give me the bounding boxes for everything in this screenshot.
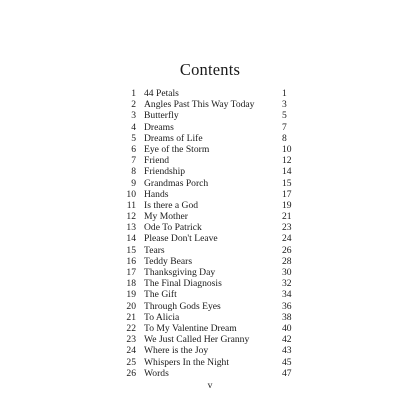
toc-entry-page: 24: [282, 233, 292, 245]
toc-entry-number: 7: [131, 155, 136, 167]
toc-entry-title: The Gift: [144, 289, 177, 301]
toc-entry: [114, 312, 304, 323]
toc-entry: [114, 110, 304, 121]
toc-entry-page: 42: [282, 334, 292, 346]
toc-entry-number: 18: [126, 278, 136, 290]
toc-entry-page: 15: [282, 177, 292, 189]
toc-entry-number: 9: [131, 177, 136, 189]
toc-entry: [114, 301, 304, 312]
toc-entry-page: 21: [282, 211, 292, 223]
toc-entry-page: 43: [282, 345, 292, 357]
toc-entry-title: 44 Petals: [144, 88, 179, 99]
toc-entry: [114, 357, 304, 368]
toc-entry-title: Through Gods Eyes: [144, 300, 221, 312]
page-title: Contents: [179, 60, 241, 79]
toc-entry-page: 12: [282, 155, 292, 167]
toc-entry: [114, 211, 304, 222]
toc-entry-number: 20: [126, 300, 136, 312]
toc-entry-number: 19: [126, 289, 136, 301]
toc-entry: [114, 88, 304, 99]
toc-entry: [114, 155, 304, 166]
toc-entry-page: 17: [282, 188, 292, 200]
toc-entry-title: Tears: [144, 244, 165, 256]
toc-entry: [114, 122, 304, 133]
toc-entry: [114, 256, 304, 267]
toc-entry-number: 2: [131, 99, 136, 111]
toc-entry-page: 3: [282, 99, 287, 111]
toc-entry-title: Hands: [144, 188, 169, 200]
toc-entry: [114, 200, 304, 211]
toc-entry-number: 5: [131, 132, 136, 144]
toc-entry-title: Friendship: [144, 166, 186, 178]
toc-entry-title: Ode To Patrick: [144, 222, 202, 234]
toc-entry-title: Teddy Bears: [144, 255, 193, 267]
toc-entry-page: 45: [282, 356, 292, 368]
toc-entry-number: 26: [126, 367, 136, 379]
toc-entry-title: Eye of the Storm: [144, 143, 210, 155]
toc-entry-title: Where is the Joy: [144, 345, 209, 357]
toc-entry-title: Thanksgiving Day: [144, 267, 216, 278]
toc-entry-number: 16: [126, 255, 136, 267]
table-of-contents: [114, 88, 304, 379]
toc-entry-title: Friend: [144, 155, 170, 167]
toc-entry: [114, 323, 304, 334]
toc-entry-number: 23: [126, 334, 136, 346]
toc-entry-page: 38: [282, 311, 292, 323]
toc-entry-page: 7: [282, 121, 287, 133]
toc-entry-title: Words: [144, 367, 169, 379]
toc-entry-number: 15: [126, 244, 136, 256]
toc-entry: [114, 368, 304, 379]
toc-entry-title: Whispers In the Night: [144, 356, 229, 368]
toc-entry-number: 13: [126, 222, 136, 234]
toc-entry-title: To Alicia: [144, 311, 180, 323]
toc-entry-page: 19: [282, 199, 292, 211]
toc-entry-number: 17: [126, 267, 136, 278]
toc-entry-number: 10: [126, 188, 136, 200]
toc-entry-title: Dreams: [144, 121, 174, 133]
toc-entry: [114, 334, 304, 345]
toc-entry-page: 8: [282, 132, 287, 144]
toc-entry-page: 30: [282, 267, 292, 278]
page-number: v: [207, 380, 213, 391]
toc-entry-number: 8: [131, 166, 136, 178]
toc-entry: [114, 345, 304, 356]
toc-entry-number: 24: [126, 345, 136, 357]
toc-entry-number: 22: [126, 322, 136, 334]
toc-entry: [114, 233, 304, 244]
toc-entry-page: 10: [282, 143, 292, 155]
toc-entry-page: 47: [282, 367, 292, 379]
toc-entry-page: 34: [282, 289, 292, 301]
toc-entry-title: Dreams of Life: [144, 132, 203, 144]
toc-entry-page: 32: [282, 278, 292, 290]
toc-entry-page: 5: [282, 110, 287, 122]
toc-entry-title: Is there a God: [144, 199, 199, 211]
toc-entry-title: Butterfly: [144, 110, 179, 122]
toc-entry: [114, 178, 304, 189]
toc-entry-number: 3: [131, 110, 136, 122]
toc-entry-title: The Final Diagnosis: [144, 278, 222, 290]
toc-entry-page: 14: [282, 166, 292, 178]
toc-entry: [114, 144, 304, 155]
toc-entry: [114, 278, 304, 289]
toc-entry-title: Grandmas Porch: [144, 177, 209, 189]
toc-entry-number: 14: [126, 233, 136, 245]
toc-entry: [114, 289, 304, 300]
toc-entry: [114, 133, 304, 144]
toc-entry: [114, 245, 304, 256]
toc-entry: [114, 99, 304, 110]
toc-entry-number: 12: [126, 211, 136, 223]
toc-entry-number: 4: [131, 121, 136, 133]
toc-entry-number: 21: [126, 311, 136, 323]
toc-entry-page: 23: [282, 222, 292, 234]
toc-entry-page: 36: [282, 300, 292, 312]
toc-entry: [114, 222, 304, 233]
toc-entry-page: 1: [282, 88, 287, 99]
toc-entry-title: My Mother: [144, 211, 188, 223]
toc-entry-title: Angles Past This Way Today: [144, 99, 255, 111]
toc-entry: [114, 189, 304, 200]
toc-entry: [114, 267, 304, 278]
toc-entry-page: 26: [282, 244, 292, 256]
toc-entry-title: We Just Called Her Granny: [144, 334, 250, 346]
toc-entry-number: 6: [131, 143, 136, 155]
toc-entry-page: 40: [282, 322, 292, 334]
toc-entry-number: 11: [126, 199, 136, 211]
toc-entry-title: To My Valentine Dream: [144, 322, 237, 334]
toc-entry-number: 1: [131, 88, 136, 99]
toc-entry-page: 28: [282, 255, 292, 267]
toc-entry: [114, 166, 304, 177]
toc-entry-number: 25: [126, 356, 136, 368]
toc-entry-title: Please Don't Leave: [144, 233, 218, 245]
